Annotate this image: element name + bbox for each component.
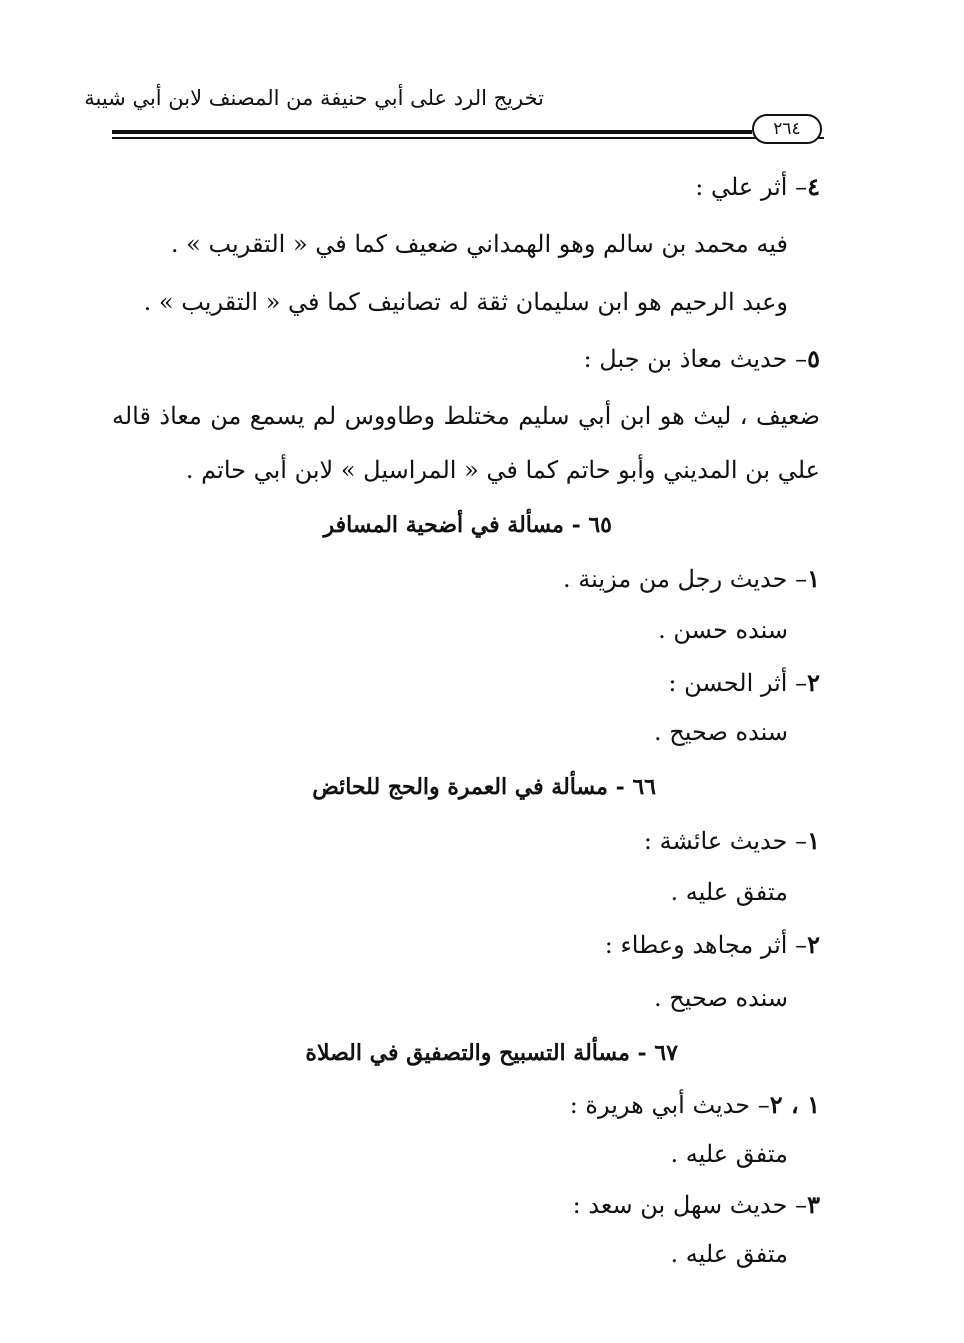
item-number: ١ <box>807 826 820 855</box>
item-number: ٥ <box>807 344 820 373</box>
body-line: علي بن المديني وأبو حاتم كما في « المراسيل » لابن أبي حاتم . <box>185 456 820 484</box>
body-line: فيه محمد بن سالم وهو الهمداني ضعيف كما في « التقريب » . <box>170 230 788 258</box>
section-heading: ٦٥ - مسألة في أضحية المسافر <box>323 512 612 538</box>
item-number: ٣ <box>807 1190 820 1219</box>
item-text: – أثر مجاهد وعطاء : <box>604 931 808 959</box>
body-line: متفق عليه . <box>670 1240 788 1268</box>
list-item <box>668 668 820 697</box>
running-header-title: تخريج الرد على أبي حنيفة من المصنف لابن أبي شيبة <box>84 86 544 110</box>
header-rule-thick <box>112 130 752 134</box>
body-line: سنده صحيح . <box>653 984 788 1012</box>
body-line: سنده صحيح . <box>653 718 788 746</box>
item-text: – حديث معاذ بن جبل : <box>583 345 808 373</box>
list-item <box>644 826 820 855</box>
item-number: ١ <box>807 564 820 593</box>
item-number: ١ ، ٢ <box>769 1090 820 1119</box>
list-item <box>605 930 820 959</box>
item-text: – أثر علي : <box>695 173 808 201</box>
page-number-badge: ٢٦٤ <box>752 114 822 144</box>
item-text: – حديث سهل بن سعد : <box>572 1191 808 1219</box>
item-text: – حديث عائشة : <box>643 827 808 855</box>
body-line: سنده حسن . <box>658 616 788 644</box>
item-number: ٤ <box>807 172 820 201</box>
item-text: – أثر الحسن : <box>668 669 808 697</box>
list-item-muadh-hadith <box>584 344 820 373</box>
item-text: – حديث رجل من مزينة . <box>563 565 808 593</box>
item-text: – حديث أبي هريرة : <box>569 1091 770 1119</box>
body-line: متفق عليه . <box>670 1140 788 1168</box>
list-item <box>573 1190 820 1219</box>
body-line: ضعيف ، ليث هو ابن أبي سليم مختلط وطاووس لم يسمع من معاذ قاله <box>112 402 820 430</box>
list-item-ali-athar <box>695 172 820 201</box>
body-line: متفق عليه . <box>670 878 788 906</box>
body-line: وعبد الرحيم هو ابن سليمان ثقة له تصانيف كما في « التقريب » . <box>143 288 788 316</box>
section-heading: ٦٦ - مسألة في العمرة والحج للحائض <box>312 774 656 800</box>
list-item <box>570 1090 820 1119</box>
item-number: ٢ <box>807 668 820 697</box>
list-item <box>563 564 820 593</box>
item-number: ٢ <box>807 930 820 959</box>
section-heading: ٦٧ - مسألة التسبيح والتصفيق في الصلاة <box>305 1040 678 1066</box>
header-rule-thin <box>112 137 824 139</box>
